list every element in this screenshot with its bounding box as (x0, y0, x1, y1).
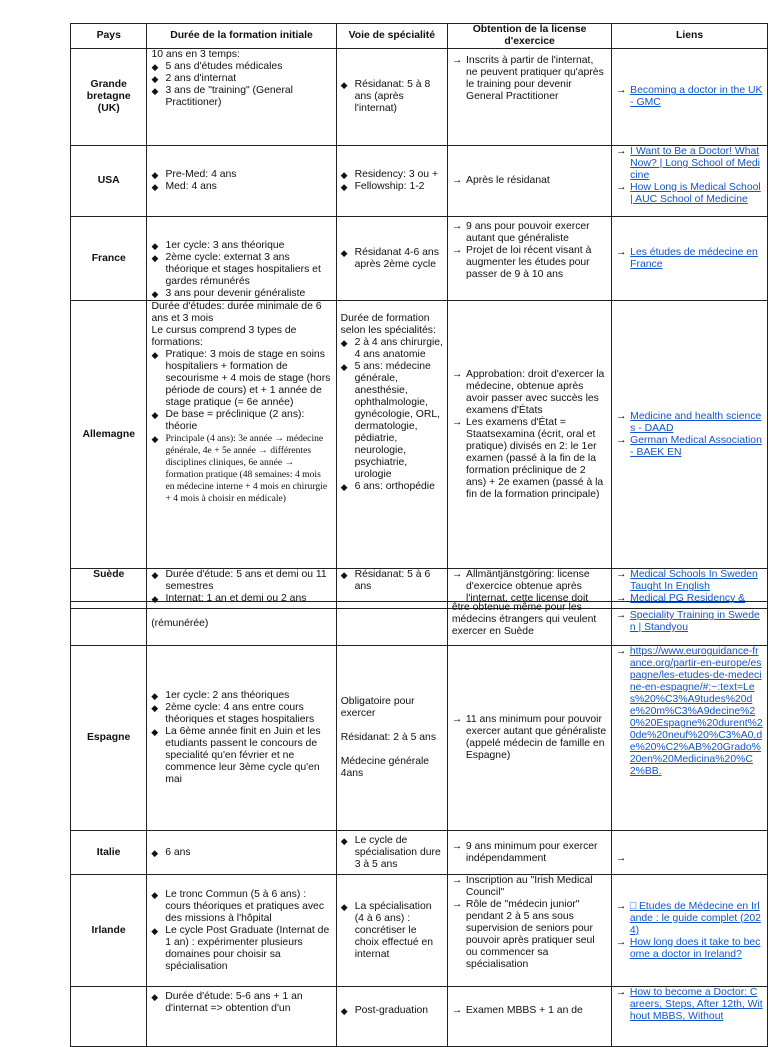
table-row-irlande (71, 875, 768, 987)
link-become-doctor[interactable]: How to become a Doctor: Careers, Steps, After 12th, Without MBBS, Without (629, 987, 763, 1022)
list-item: ◆ 6 ans: orthopédie (341, 481, 443, 493)
list-item: ◆ Durée d'étude: 5-6 ans + 1 an d'internat => obtention d'un (151, 991, 332, 1015)
specialite-text: Médecine générale 4ans (340, 756, 430, 779)
list-item: ◆ 2ème cycle: externat 3 ans théorique et stages hospitaliers et gardes rémunérés (151, 252, 331, 288)
list-item: ◆ 6 ans (151, 847, 332, 859)
list-item: → Projet de loi récent visant à augmenter les études pour passer de 9 à 10 ans (452, 245, 607, 281)
list-item: ◆ Résidanat: 5 à 6 ans (341, 569, 443, 593)
list-item: ◆ La 6ème année finit en Juin et les etudiants passent le concours de specialité qu'en février et ne commence leur 3ème cycle qu'en mai (151, 726, 332, 786)
comparison-table-part-2 (70, 601, 768, 1047)
list-item: ◆ Principale (4 ans): 3e année → médecine générale, 4e + 5e année → différentes disciplines cliniques, 6e année → formation pratique (48 semaines: 4 mois en médecine interne + 4 mois en chirurgie + 4 mois à choisir en médicale) (151, 433, 331, 505)
list-item: → Examen MBBS + 1 an de (452, 1005, 607, 1017)
list-item: ◆ Fellowship: 1-2 (341, 181, 443, 193)
list-item: ◆ Residency: 3 ou + (341, 169, 443, 181)
list-item: → 9 ans minimum pour exercer indépendamment (452, 841, 607, 865)
country-espagne: Espagne (71, 646, 147, 831)
link-sweden-residency[interactable]: Medical PG Residency & (630, 593, 746, 604)
table-row-allemagne (71, 301, 768, 569)
header-liens: Liens (612, 24, 768, 49)
list-item: → Les examens d'État = Staatsexamina (écrit, oral et pratique) divisés en 2: le 1er examen (passé à la fin de la formation préclinique de 2 ans) + 2e examen (passé à la fin de la formation principale) (452, 417, 607, 501)
list-item: ◆ 3 ans de "training" (General Practitioner) (151, 85, 331, 109)
list-item: ◆ 2ème cycle: 4 ans entre cours théoriques et stages hospitaliers (151, 702, 332, 726)
list-item: ◆ Le cycle de spécialisation dure 3 à 5 ans (341, 835, 443, 871)
list-item: → Après le résidanat (452, 175, 607, 187)
table-header-row (71, 24, 768, 49)
country-italie: Italie (71, 831, 147, 875)
list-item: → Inscription au "Irish Medical Council" (452, 875, 607, 899)
country-irlande: Irlande (71, 875, 147, 987)
country-usa: USA (71, 146, 147, 217)
list-item: → Inscrits à partir de l'internat, ne peuvent pratiquer qu'après le training pour devenir General Practitioner (452, 55, 607, 103)
table-row-italie (71, 831, 768, 875)
formation-text: (rémunérée) (151, 617, 209, 629)
link-standyou[interactable]: Speciality Training in Sweden | Standyou (629, 610, 760, 633)
link-euroguidance[interactable]: https://www.euroguidance-france.org/partir-en-europe/espagne/les-etudes-de-medecine-en-espagne/#:~:text=Les%20%C3%A9tudes%20de%20m%C3%A9decine%20%20Espagne%20durent%20de%20neuf%20%C3%A0,de%20%C2%AB%20Grado%20en%20Medicina%20%C2%BB. (629, 646, 763, 777)
list-item: ◆ 1er cycle: 3 ans théorique (151, 240, 331, 252)
table-row-france (71, 217, 768, 301)
table-row-cutoff (71, 987, 768, 1047)
link-doctor-ireland[interactable]: How long does it take to become a doctor in Ireland? (629, 936, 761, 960)
link-etudes-irlande[interactable]: □ Etudes de Médecine en Irlande : le guide complet (2024) (629, 900, 761, 936)
list-item: ◆ Pre-Med: 4 ans (151, 169, 331, 181)
country-suede: Suède (71, 569, 147, 609)
header-licence: Obtention de la license d'exercice (448, 24, 612, 49)
list-item: ◆ Med: 4 ans (151, 181, 331, 193)
list-item: ◆ La spécialisation (4 à 6 ans) : concrétiser le choix effectué en internat (341, 901, 443, 961)
list-item: ◆ 5 ans d'études médicales (151, 61, 331, 73)
list-item: ◆ Pratique: 3 mois de stage en soins hospitaliers + formation de secourisme + 4 mois de stage (hors période de cours) et + 1 année de stage pratique (= 6e année) (151, 349, 331, 409)
list-item: ◆ 5 ans: médecine générale, anesthésie, ophthalmologie, gynécologie, ORL, dermatologie, pédiatrie, neurologie, psychiatrie, urologie (341, 361, 443, 481)
country-uk: Grande bretagne (UK) (71, 49, 147, 146)
specialite-text: Résidanat: 2 à 5 ans (340, 732, 437, 743)
link-gmc[interactable]: Becoming a doctor in the UK - GMC (630, 85, 763, 108)
header-pays: Pays (71, 24, 147, 49)
list-item: ◆ 3 ans pour devenir généraliste (151, 288, 331, 300)
list-item: → 11 ans minimum pour pouvoir exercer autant que généraliste (appelé médecin de famille en Espagne) (452, 714, 607, 762)
list-item: ◆ Résidanat 4-6 ans après 2ème cycle (341, 247, 443, 271)
specialite-text: Obligatoire pour exercer (340, 696, 415, 719)
specialite-intro: Durée de formation selon les spécialités: (340, 313, 436, 336)
comparison-table-part-1 (70, 23, 768, 609)
link-auc-school[interactable]: How Long is Medical School | AUC School of Medicine (630, 182, 761, 205)
link-baek[interactable]: German Medical Association - BAEK EN (630, 434, 762, 458)
list-item: ◆ Internat: 1 an et demi ou 2 ans (151, 593, 331, 605)
list-item: ◆ 1er cycle: 2 ans théoriques (151, 690, 332, 702)
link-long-school[interactable]: I Want to Be a Doctor! What Now? | Long School of Medicine (630, 146, 760, 181)
list-item: → Allmäntjänstgöring: license d'exercice obtenue après l'internat, cette license doit (452, 569, 607, 605)
list-item: ◆ 2 à 4 ans chirurgie, 4 ans anatomie (341, 337, 443, 361)
list-item: ◆ Le cycle Post Graduate (Internat de 1 an) : expérimenter plusieurs domaines pour choisir sa spécialisation (151, 925, 332, 973)
list-item: → Rôle de "médecin junior" pendant 2 à 5 ans sous supervision de seniors pour pouvoir après pratiquer seul ou commencer sa spécialisation (452, 899, 607, 971)
link-etudes-france[interactable]: Les études de médecine en France (630, 246, 758, 270)
table-row-uk (71, 49, 768, 146)
link-sweden-schools[interactable]: Medical Schools In Sweden Taught In English (630, 569, 758, 592)
country-france: France (71, 217, 147, 301)
list-item: ◆ Le tronc Commun (5 à 6 ans) : cours théoriques et pratiques avec des missions à l'hôpital (151, 889, 332, 925)
table-row-usa (71, 146, 768, 217)
licence-text: être obtenue même pour les médecins étrangers qui veulent exercer en Suède (451, 602, 597, 637)
list-item: ◆ Résidanat: 5 à 8 ans (après l'internat) (341, 79, 443, 115)
formation-intro: Le cursus comprend 3 types de formations: (151, 325, 297, 348)
formation-intro: Durée d'études: durée minimale de 6 ans et 3 mois (151, 301, 322, 324)
list-item: → 9 ans pour pouvoir exercer autant que généraliste (452, 221, 607, 245)
list-item: → Approbation: droit d'exercer la médecine, obtenue après avoir passer avec succès les examens d'États (452, 369, 607, 417)
list-item: ◆ De base = préclinique (2 ans): théorie (151, 409, 331, 433)
link-daad[interactable]: Medicine and health sciences - DAAD (630, 410, 762, 434)
list-item: ◆ 2 ans d'internat (151, 73, 331, 85)
list-item: ◆ Durée d'étude: 5 ans et demi ou 11 semestres (151, 569, 331, 593)
table-row-suede-continued (71, 602, 768, 646)
country-allemagne: Allemagne (71, 301, 147, 569)
formation-intro: 10 ans en 3 temps: (151, 49, 240, 60)
header-formation: Durée de la formation initiale (147, 24, 336, 49)
table-row-espagne (71, 646, 768, 831)
list-item: ◆ Post-graduation (341, 1005, 443, 1017)
header-specialite: Voie de spécialité (336, 24, 447, 49)
